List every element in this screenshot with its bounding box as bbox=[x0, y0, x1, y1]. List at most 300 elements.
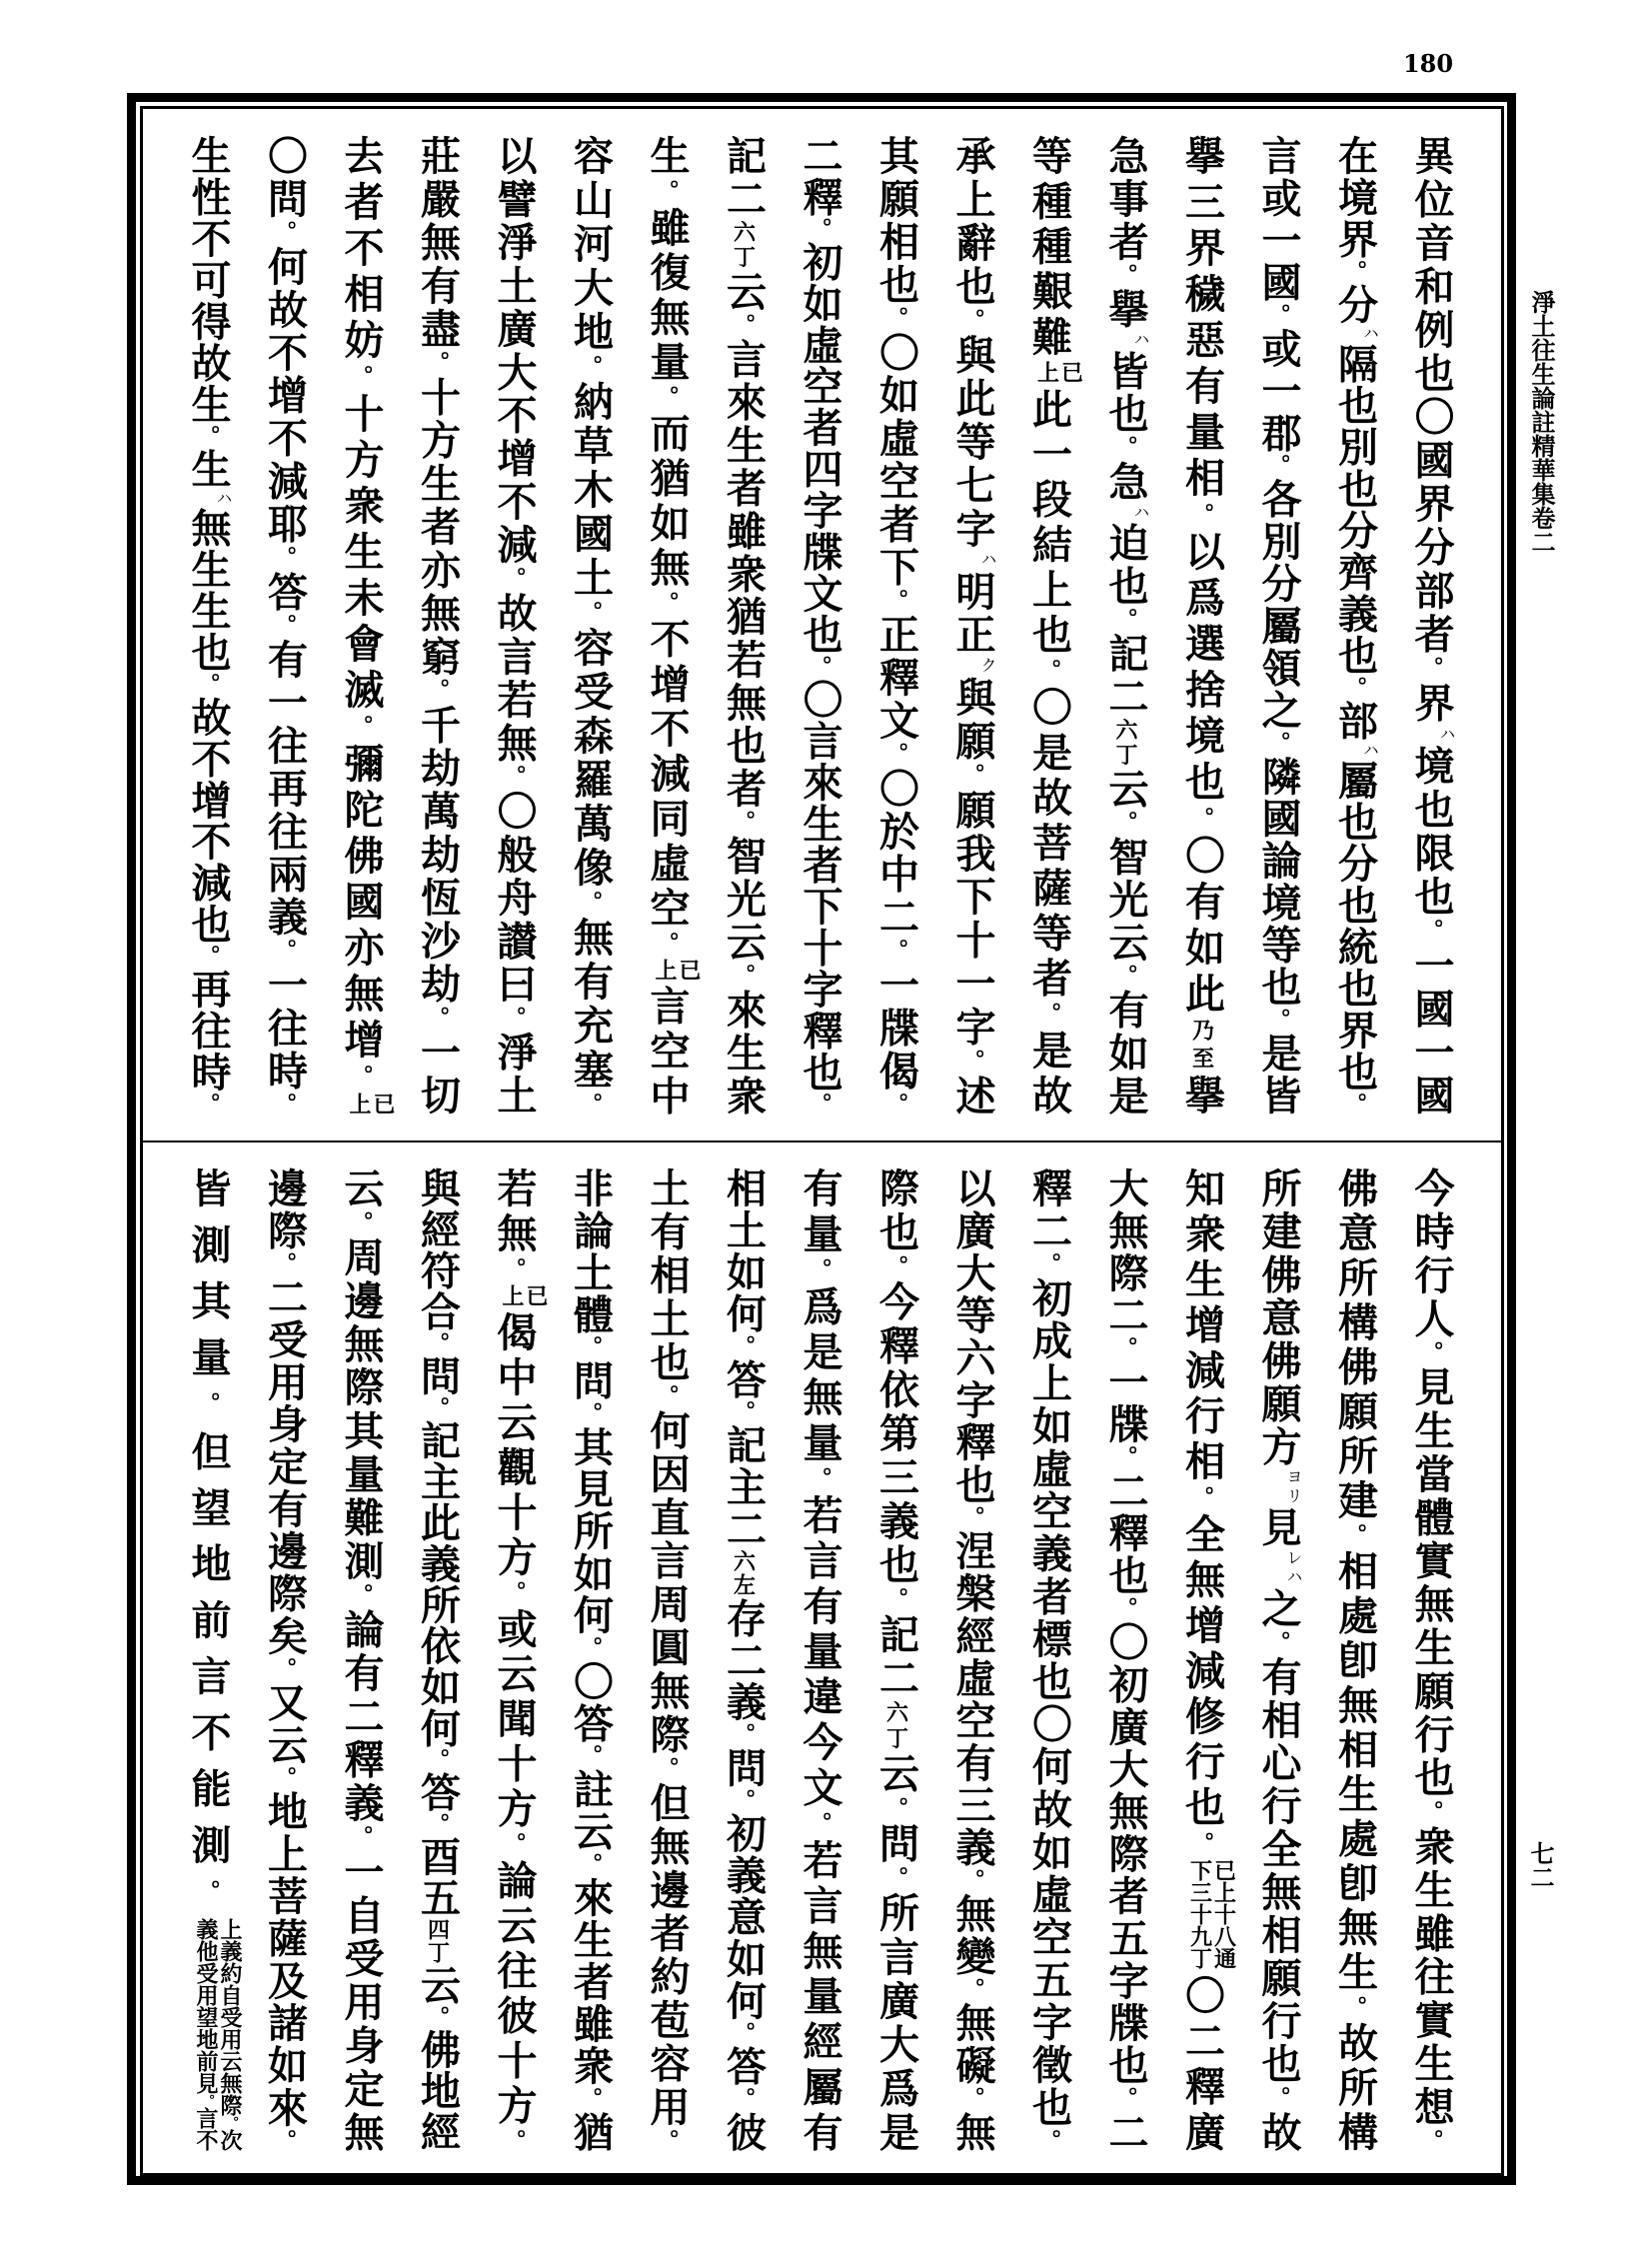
punctuation-mark: 。 bbox=[1418, 1799, 1444, 1826]
text-run: 已 bbox=[523, 1283, 549, 1306]
text-run: 答 bbox=[720, 1358, 768, 1401]
text-run: 異位音和例也〇國界分部者 bbox=[1408, 135, 1455, 657]
text-run: 但無邊者約苞容用 bbox=[644, 1781, 691, 2130]
warichu-note bbox=[347, 1093, 395, 1115]
text-run: 〇問 bbox=[261, 135, 309, 221]
punctuation-mark: 。 bbox=[959, 763, 985, 790]
text-run: 今時行人 bbox=[1408, 1167, 1455, 1341]
text-run: 莊嚴無有盡 bbox=[414, 135, 462, 352]
punctuation-mark: 。 bbox=[1418, 2129, 1444, 2152]
text-run: 有一往再往兩義 bbox=[261, 638, 309, 940]
text-run: 云 bbox=[720, 270, 768, 314]
text-run: 若言無量經屬有 bbox=[797, 1838, 843, 2152]
punctuation-mark: 。 bbox=[1188, 1831, 1215, 1859]
punctuation-mark: 。 bbox=[654, 385, 680, 413]
warichu-line bbox=[500, 1284, 524, 1306]
text-column bbox=[1163, 135, 1240, 1115]
text-run: 邊際 bbox=[261, 1167, 309, 1252]
text-run: 去者不相妨 bbox=[338, 135, 385, 365]
punctuation-mark: 。 bbox=[195, 673, 221, 697]
text-run: 言來生者雖衆猶若無也者 bbox=[720, 338, 768, 811]
warichu-line bbox=[653, 959, 677, 981]
text-run: 〇答 bbox=[567, 1660, 615, 1745]
text-run: 際也 bbox=[872, 1167, 920, 1255]
text-run: 問 bbox=[720, 1746, 768, 1789]
punctuation-mark: 。 bbox=[882, 1587, 909, 1614]
warichu-line bbox=[1059, 361, 1083, 383]
punctuation-mark: 。 bbox=[424, 1395, 451, 1420]
punctuation-mark: 。 bbox=[882, 306, 909, 332]
punctuation-mark: 。 bbox=[1341, 260, 1368, 284]
text-run: 〇初廣大無際者五字牒也 bbox=[1102, 1621, 1149, 2087]
punctuation-mark: 。 bbox=[271, 614, 298, 639]
text-run: 故不增不減也 bbox=[185, 696, 232, 946]
text-run: 無 bbox=[949, 2111, 996, 2152]
okurigana: ハ bbox=[214, 490, 233, 508]
text-run: 佛意所構佛願所建 bbox=[1331, 1167, 1379, 1524]
text-run: 十方生者亦無窮 bbox=[414, 376, 462, 679]
punctuation-mark: 。 bbox=[199, 2094, 214, 2108]
text-run: 問 bbox=[567, 1359, 615, 1402]
text-run: 但望地前言不能測 bbox=[185, 1430, 232, 1880]
text-column bbox=[1393, 1167, 1470, 2151]
punctuation-mark: 。 bbox=[1035, 2129, 1062, 2152]
text-column bbox=[476, 1167, 553, 2151]
text-run: 二受用身定有邊際矣 bbox=[261, 1276, 309, 1658]
text-run: 是故 bbox=[1025, 1029, 1073, 1116]
text-run: 云 bbox=[414, 1964, 462, 2006]
text-column bbox=[552, 135, 629, 1115]
okurigana: ハ bbox=[1360, 741, 1380, 760]
punctuation-mark: 。 bbox=[654, 179, 680, 207]
text-run: 以廣大等六字釋也 bbox=[949, 1167, 996, 1506]
text-run: 皆測其量 bbox=[185, 1167, 232, 1392]
text-run: 彼 bbox=[720, 2111, 768, 2152]
text-run: 言不 bbox=[193, 2107, 219, 2152]
punctuation-mark: 。 bbox=[348, 1210, 374, 1236]
text-run: 等種種艱難 bbox=[1025, 135, 1073, 361]
text-column bbox=[1316, 1167, 1393, 2151]
punctuation-mark: 。 bbox=[1112, 811, 1138, 837]
punctuation-mark: 。 bbox=[730, 1334, 757, 1359]
punctuation-mark: 。 bbox=[730, 964, 757, 990]
text-run: 又云 bbox=[261, 1681, 309, 1767]
text-run: 分 bbox=[1331, 283, 1379, 326]
text-run: 見生當體實無生願行也 bbox=[1408, 1365, 1455, 1800]
punctuation-mark: 。 bbox=[959, 1977, 985, 2003]
punctuation-mark: 。 bbox=[424, 678, 451, 705]
text-run: 承上辭也 bbox=[949, 135, 996, 309]
text-column bbox=[476, 135, 553, 1115]
text-run: 一自受用身定無 bbox=[338, 1850, 385, 2152]
okurigana: ハ bbox=[978, 551, 997, 571]
punctuation-mark: 。 bbox=[271, 1093, 298, 1116]
section-divider bbox=[140, 1140, 1504, 1142]
text-run: 佛地經 bbox=[414, 2028, 462, 2152]
text-run: 擧 bbox=[1178, 1075, 1226, 1115]
text-column bbox=[782, 1167, 858, 2151]
punctuation-mark: 。 bbox=[807, 1093, 832, 1116]
punctuation-mark: 。 bbox=[195, 1391, 221, 1431]
text-run: 已 bbox=[370, 1093, 396, 1115]
punctuation-mark: 。 bbox=[501, 1006, 527, 1032]
text-run: 屬也分也統也界也 bbox=[1331, 759, 1379, 1094]
warichu-line bbox=[524, 1284, 548, 1306]
punctuation-mark: 。 bbox=[730, 810, 757, 836]
folio-number: 七二 bbox=[1526, 1841, 1555, 1889]
punctuation-mark: 。 bbox=[424, 1331, 451, 1355]
text-run: 已 bbox=[1057, 360, 1084, 383]
punctuation-mark: 。 bbox=[271, 546, 298, 572]
text-run: 擧三界穢惡有量相 bbox=[1178, 135, 1226, 503]
punctuation-mark: 。 bbox=[1188, 1485, 1215, 1513]
text-run: 智光云 bbox=[1102, 836, 1149, 965]
text-column bbox=[629, 1167, 706, 2151]
text-run: 何故不增不減耶 bbox=[261, 245, 309, 547]
punctuation-mark: 。 bbox=[807, 1811, 832, 1839]
text-run: 地上菩薩及諸如來 bbox=[261, 1790, 309, 2130]
text-run: 再往時 bbox=[185, 968, 232, 1094]
text-run: 上 bbox=[499, 1283, 525, 1306]
warichu-note bbox=[1035, 361, 1083, 383]
text-run: 初如虛空者四字牒文也 bbox=[797, 241, 843, 656]
text-run: 次 bbox=[217, 2129, 243, 2152]
punctuation-mark: 。 bbox=[501, 1256, 527, 1284]
punctuation-mark: 。 bbox=[807, 655, 832, 679]
text-run: 故 bbox=[1255, 2111, 1302, 2152]
text-run: 迫也 bbox=[1102, 522, 1149, 609]
punctuation-mark: 。 bbox=[348, 1065, 374, 1093]
text-run: 無變 bbox=[949, 1893, 996, 1978]
text-column bbox=[323, 135, 400, 1115]
text-column bbox=[782, 135, 858, 1115]
text-run: 土有相土也 bbox=[644, 1167, 691, 1384]
punctuation-mark: 。 bbox=[730, 1722, 757, 1747]
text-run: 來生衆 bbox=[720, 989, 768, 1116]
text-run: 〇有如此 bbox=[1178, 835, 1226, 1019]
okurigana: ハ bbox=[1437, 725, 1456, 746]
okurigana: ハ bbox=[1360, 325, 1380, 344]
punctuation-mark: 。 bbox=[348, 715, 374, 743]
text-run: 相土如何 bbox=[720, 1167, 768, 1335]
warichu-line bbox=[1035, 361, 1059, 383]
punctuation-mark: 。 bbox=[1418, 1340, 1444, 1366]
text-run: 二釋 bbox=[797, 135, 843, 218]
punctuation-mark: 。 bbox=[424, 1006, 451, 1032]
warichu-line bbox=[1188, 1859, 1212, 1969]
punctuation-mark: 。 bbox=[654, 1383, 680, 1410]
text-run: 今釋依第三義也 bbox=[872, 1280, 920, 1588]
text-run: 生性不可得故生 bbox=[185, 135, 232, 426]
text-run: 界 bbox=[1408, 682, 1455, 726]
text-run: 記二 bbox=[872, 1613, 920, 1701]
punctuation-mark: 。 bbox=[577, 1093, 604, 1115]
punctuation-mark: 。 bbox=[1035, 659, 1062, 687]
text-run: 千劫萬劫恆沙劫 bbox=[414, 704, 462, 1007]
punctuation-mark: 。 bbox=[1188, 503, 1215, 531]
text-run: 云 bbox=[338, 1167, 385, 1211]
text-run: 初成上如虛空義者標也〇何故如虛空五字徵也 bbox=[1025, 1276, 1073, 2130]
text-run: 初義意如何 bbox=[720, 1812, 768, 2022]
text-run: 之 bbox=[1255, 1587, 1302, 1631]
okurigana: ク bbox=[978, 657, 997, 677]
text-run: 二釋也 bbox=[1102, 1469, 1149, 1597]
text-run: 願我下十一字 bbox=[949, 789, 996, 1050]
punctuation-mark: 。 bbox=[501, 2129, 527, 2152]
okurigana: ハ bbox=[1131, 503, 1150, 523]
text-column bbox=[399, 1167, 476, 2151]
text-run: 無礙 bbox=[949, 2002, 996, 2087]
punctuation-mark: 。 bbox=[424, 1748, 451, 1772]
punctuation-mark: 。 bbox=[1112, 263, 1138, 289]
text-run: 何因直言周圓無際 bbox=[644, 1409, 691, 1757]
text-run: 酉五 bbox=[414, 1835, 462, 1919]
punctuation-mark: 。 bbox=[1112, 1445, 1138, 1470]
punctuation-mark: 。 bbox=[882, 1866, 909, 1892]
lower-text-block bbox=[170, 1167, 1469, 2151]
text-column bbox=[705, 135, 782, 1115]
text-run: 生 bbox=[185, 448, 232, 490]
text-run: 急事者 bbox=[1102, 135, 1149, 264]
text-run: 言或一國 bbox=[1255, 135, 1302, 304]
text-column bbox=[323, 1167, 400, 2151]
punctuation-mark: 。 bbox=[882, 939, 909, 965]
text-run: 下三十九丁 bbox=[1186, 1859, 1213, 1969]
text-column bbox=[246, 135, 323, 1115]
text-column bbox=[1010, 1167, 1087, 2151]
punctuation-mark: 。 bbox=[195, 945, 221, 969]
text-run: 以爲選捨境也 bbox=[1178, 531, 1226, 807]
text-run: 義他受用望地前見 bbox=[193, 1918, 219, 2095]
text-run: 彌陀佛國亦無增 bbox=[338, 743, 385, 1065]
punctuation-mark: 。 bbox=[348, 365, 374, 393]
text-run: 一牒 bbox=[1102, 1360, 1149, 1446]
punctuation-mark: 。 bbox=[195, 1093, 221, 1116]
text-run: 云 bbox=[872, 1752, 920, 1797]
text-column bbox=[1010, 135, 1087, 1115]
punctuation-mark: 。 bbox=[577, 1744, 604, 1769]
text-run: 故所構 bbox=[1331, 2021, 1379, 2152]
punctuation-mark: 。 bbox=[730, 2021, 757, 2046]
text-run: 問 bbox=[414, 1354, 462, 1396]
text-run: 若無 bbox=[491, 1167, 538, 1257]
punctuation-mark: 。 bbox=[1112, 1336, 1138, 1361]
punctuation-mark: 。 bbox=[195, 425, 221, 449]
punctuation-mark: 。 bbox=[882, 1254, 909, 1281]
text-run: 一國一國 bbox=[1408, 944, 1455, 1116]
punctuation-mark: 。 bbox=[1341, 1523, 1368, 1550]
text-run: 見 bbox=[1255, 1506, 1302, 1550]
text-run: 述 bbox=[949, 1075, 996, 1116]
text-column bbox=[857, 135, 934, 1115]
text-run: 釋二 bbox=[1025, 1167, 1073, 1253]
text-run: 所建佛意佛願方 bbox=[1255, 1167, 1302, 1469]
text-run: 已上十八通 bbox=[1210, 1859, 1237, 1969]
text-run: 是皆 bbox=[1255, 1032, 1302, 1116]
text-run: 明正 bbox=[949, 570, 996, 658]
text-run: 淨土 bbox=[491, 1031, 538, 1116]
punctuation-mark: 。 bbox=[271, 939, 298, 965]
text-column bbox=[1240, 1167, 1317, 2151]
text-column bbox=[399, 135, 476, 1115]
punctuation-mark: 。 bbox=[1112, 2086, 1138, 2112]
punctuation-mark: 。 bbox=[959, 2086, 985, 2112]
text-run: 來生者雖衆 bbox=[567, 1876, 615, 2088]
running-title: 淨土往生論註精華集卷二 bbox=[1527, 290, 1556, 554]
text-run: 〇二釋廣 bbox=[1178, 1969, 1226, 2151]
punctuation-mark: 。 bbox=[577, 1636, 604, 1661]
warichu-line bbox=[371, 1093, 395, 1115]
warichu-note bbox=[1188, 1859, 1236, 1969]
text-run: 十方衆生未會滅 bbox=[338, 393, 385, 715]
text-column bbox=[1393, 135, 1470, 1115]
text-run: 云 bbox=[1102, 768, 1149, 812]
punctuation-mark: 。 bbox=[730, 313, 757, 339]
punctuation-mark: 。 bbox=[348, 1582, 374, 1609]
text-run: 生 bbox=[644, 135, 691, 180]
warichu-line bbox=[1212, 1859, 1236, 1969]
punctuation-mark: 。 bbox=[1035, 1002, 1062, 1030]
text-run: 在境界 bbox=[1331, 135, 1379, 261]
text-run: 隣國論境等也 bbox=[1255, 755, 1302, 1009]
text-run: 猶 bbox=[567, 2111, 615, 2152]
text-run: 涅槃經虛空有三義 bbox=[949, 1530, 996, 1869]
text-run: 記二 bbox=[1102, 632, 1149, 719]
text-run: 智光云 bbox=[720, 835, 768, 965]
text-run: 急 bbox=[1102, 460, 1149, 504]
punctuation-mark: 。 bbox=[1265, 454, 1291, 479]
punctuation-mark: 。 bbox=[271, 220, 298, 246]
punctuation-mark: 。 bbox=[730, 2087, 757, 2112]
punctuation-mark: 。 bbox=[501, 765, 527, 791]
punctuation-mark: 。 bbox=[424, 1812, 451, 1836]
punctuation-mark: 。 bbox=[807, 1257, 832, 1286]
punctuation-mark: 。 bbox=[271, 1766, 298, 1791]
warichu-line bbox=[194, 1918, 218, 2151]
punctuation-mark: 。 bbox=[1188, 807, 1215, 835]
text-run: 記二 bbox=[720, 135, 768, 221]
text-column bbox=[1087, 1167, 1164, 2151]
text-column bbox=[1316, 135, 1393, 1115]
text-run: 大無際二 bbox=[1102, 1167, 1149, 1337]
punctuation-mark: 。 bbox=[1265, 1008, 1291, 1033]
punctuation-mark: 。 bbox=[577, 2087, 604, 2112]
text-run: 境也限也 bbox=[1408, 745, 1455, 920]
inline-note: 六丁 bbox=[730, 220, 757, 271]
text-run: 與經符合 bbox=[414, 1167, 462, 1332]
text-run: 答 bbox=[261, 571, 309, 615]
text-run: 〇言來生者下十字釋也 bbox=[797, 678, 843, 1094]
punctuation-mark: 。 bbox=[959, 1505, 985, 1531]
punctuation-mark: 。 bbox=[1341, 1093, 1368, 1116]
text-run: 或一郡 bbox=[1255, 327, 1302, 455]
punctuation-mark: 。 bbox=[1265, 731, 1291, 756]
punctuation-mark: 。 bbox=[654, 591, 680, 619]
text-run: 其願相也 bbox=[872, 135, 920, 307]
text-run: 此一段結上也 bbox=[1025, 382, 1073, 660]
okurigana: ヨリ bbox=[1284, 1468, 1303, 1507]
okurigana: ハ bbox=[1131, 331, 1150, 351]
text-run: 答 bbox=[414, 1771, 462, 1813]
punctuation-mark: 。 bbox=[654, 931, 680, 959]
text-run: 存二義 bbox=[720, 1597, 768, 1723]
text-run: 各別分屬領之 bbox=[1255, 478, 1302, 732]
text-run: 全無增減修行也 bbox=[1178, 1513, 1226, 1832]
text-run: 故言若無 bbox=[491, 592, 538, 766]
punctuation-mark: 。 bbox=[1341, 1995, 1368, 2022]
text-column bbox=[857, 1167, 934, 2151]
warichu-note bbox=[500, 1284, 548, 1306]
text-run: 有相心行全無相願行也 bbox=[1255, 1655, 1302, 2087]
punctuation-mark: 。 bbox=[577, 1852, 604, 1877]
punctuation-mark: 。 bbox=[195, 1879, 221, 1919]
text-run: 知衆生增減行相 bbox=[1178, 1167, 1226, 1486]
text-run: 相處卽無相生處卽無生 bbox=[1331, 1549, 1379, 1996]
text-column bbox=[552, 1167, 629, 2151]
text-run: 其見所如何 bbox=[567, 1425, 615, 1637]
text-run: 雖復無量 bbox=[644, 206, 691, 386]
text-run: 爲是無量 bbox=[797, 1285, 843, 1467]
text-run: 而猶如無 bbox=[644, 412, 691, 592]
warichu-line bbox=[677, 959, 701, 981]
text-run: 不增不減同虛空 bbox=[644, 618, 691, 932]
warichu-line bbox=[218, 1918, 242, 2151]
text-column bbox=[246, 1167, 323, 2151]
text-run: 〇般舟讃曰 bbox=[491, 790, 538, 1007]
okurigana: レハ bbox=[1284, 1549, 1303, 1588]
punctuation-mark: 。 bbox=[654, 2129, 680, 2152]
punctuation-mark: 。 bbox=[577, 1401, 604, 1426]
text-run: 有量 bbox=[797, 1167, 843, 1258]
punctuation-mark: 。 bbox=[1112, 435, 1138, 461]
punctuation-mark: 。 bbox=[959, 308, 985, 335]
punctuation-mark: 。 bbox=[1265, 1630, 1291, 1656]
text-run: 一往時 bbox=[261, 964, 309, 1094]
punctuation-mark: 。 bbox=[1418, 919, 1444, 945]
text-column bbox=[1240, 135, 1317, 1115]
punctuation-mark: 。 bbox=[271, 2129, 298, 2152]
text-run: 〇是故菩薩等者 bbox=[1025, 686, 1073, 1003]
text-run: 〇於中二 bbox=[872, 767, 920, 940]
inline-note: 六丁 bbox=[882, 1700, 909, 1753]
punctuation-mark: 。 bbox=[730, 1788, 757, 1813]
inline-note: 四丁 bbox=[424, 1918, 451, 1965]
warichu-line bbox=[347, 1093, 371, 1115]
punctuation-mark: 。 bbox=[271, 1657, 298, 1682]
warichu-note bbox=[653, 959, 701, 981]
punctuation-mark: 。 bbox=[654, 1756, 680, 1782]
punctuation-mark: 。 bbox=[807, 217, 832, 242]
text-run: 上義約自受用云無際 bbox=[217, 1918, 243, 2117]
punctuation-mark: 。 bbox=[577, 891, 604, 917]
text-column bbox=[934, 135, 1011, 1115]
text-run: 問 bbox=[872, 1822, 920, 1867]
punctuation-mark: 。 bbox=[882, 589, 909, 615]
punctuation-mark: 。 bbox=[882, 1796, 909, 1823]
text-run: 答 bbox=[720, 2045, 768, 2088]
text-run: 上 bbox=[346, 1093, 372, 1115]
punctuation-mark: 。 bbox=[501, 567, 527, 593]
page-number: 180 bbox=[1402, 49, 1454, 78]
text-run: 周邊無際其量難測 bbox=[338, 1235, 385, 1583]
punctuation-mark: 。 bbox=[501, 1580, 527, 1608]
text-run: 隔也別也分齊義也 bbox=[1331, 343, 1379, 677]
inline-note: 六丁 bbox=[1112, 718, 1138, 769]
text-run: 言空中 bbox=[644, 980, 691, 1116]
text-run: 所言廣大爲是 bbox=[872, 1891, 920, 2152]
text-run: 無生生也 bbox=[185, 507, 232, 674]
punctuation-mark: 。 bbox=[807, 1466, 832, 1494]
